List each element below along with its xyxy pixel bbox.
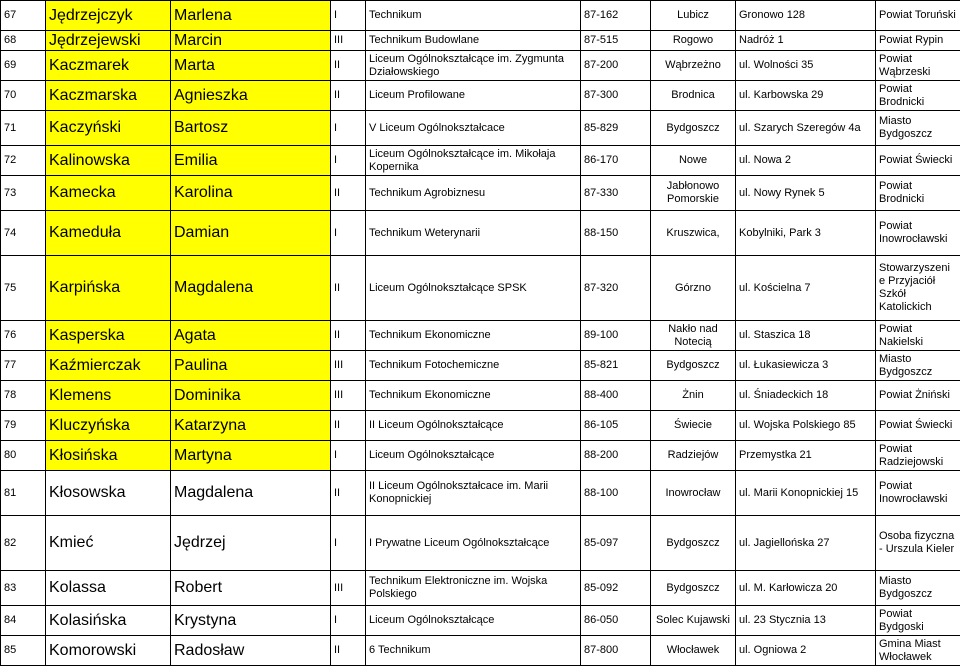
row-number: 70: [1, 81, 46, 111]
postal-code-cell: 87-300: [581, 81, 651, 111]
governing-body-cell: Powiat Toruński: [876, 1, 960, 31]
first-name-cell: Marlena: [171, 1, 331, 31]
postal-code-cell: 85-097: [581, 516, 651, 571]
first-name-cell: Martyna: [171, 441, 331, 471]
governing-body-cell: Powiat Rypin: [876, 31, 960, 51]
city-cell: Radziejów: [651, 441, 736, 471]
governing-body-cell: Powiat Świecki: [876, 146, 960, 176]
table-row: [1, 211, 960, 256]
surname-cell: Kaźmierczak: [46, 351, 171, 381]
postal-code-cell: 88-400: [581, 381, 651, 411]
row-number: 72: [1, 146, 46, 176]
class-cell: I: [331, 146, 366, 176]
postal-code-cell: 87-162: [581, 1, 651, 31]
governing-body-cell: Powiat Brodnicki: [876, 81, 960, 111]
school-cell: Liceum Ogólnokształcące im. Zygmunta Działowskiego: [366, 51, 581, 81]
first-name-cell: Karolina: [171, 176, 331, 211]
city-cell: Lubicz: [651, 1, 736, 31]
school-cell: I Prywatne Liceum Ogólnokształcące: [366, 516, 581, 571]
row-number: 85: [1, 636, 46, 666]
surname-cell: Kasperska: [46, 321, 171, 351]
row-number: 67: [1, 1, 46, 31]
class-cell: I: [331, 211, 366, 256]
street-cell: ul. Jagiellońska 27: [736, 516, 876, 571]
table-body: [1, 1, 960, 666]
street-cell: Gronowo 128: [736, 1, 876, 31]
school-cell: Technikum Budowlane: [366, 31, 581, 51]
table-row: [1, 606, 960, 636]
governing-body-cell: Gmina Miast Włocławek: [876, 636, 960, 666]
school-cell: Technikum Fotochemiczne: [366, 351, 581, 381]
street-cell: ul. Ogniowa 2: [736, 636, 876, 666]
first-name-cell: Emilia: [171, 146, 331, 176]
city-cell: Rogowo: [651, 31, 736, 51]
class-cell: I: [331, 606, 366, 636]
school-cell: Technikum Ekonomiczne: [366, 321, 581, 351]
school-cell: II Liceum Ogólnokształcące: [366, 411, 581, 441]
table-row: [1, 411, 960, 441]
row-number: 79: [1, 411, 46, 441]
row-number: 74: [1, 211, 46, 256]
table-row: [1, 351, 960, 381]
governing-body-cell: Miasto Bydgoszcz: [876, 351, 960, 381]
city-cell: Inowrocław: [651, 471, 736, 516]
row-number: 69: [1, 51, 46, 81]
class-cell: II: [331, 176, 366, 211]
postal-code-cell: 85-092: [581, 571, 651, 606]
row-number: 84: [1, 606, 46, 636]
row-number: 82: [1, 516, 46, 571]
row-number: 78: [1, 381, 46, 411]
street-cell: ul. Kościelna 7: [736, 256, 876, 321]
postal-code-cell: 86-170: [581, 146, 651, 176]
governing-body-cell: Powiat Świecki: [876, 411, 960, 441]
postal-code-cell: 86-105: [581, 411, 651, 441]
school-cell: 6 Technikum: [366, 636, 581, 666]
city-cell: Wąbrzeżno: [651, 51, 736, 81]
table-row: [1, 441, 960, 471]
street-cell: ul. Nowa 2: [736, 146, 876, 176]
school-cell: Liceum Ogólnokształcące: [366, 606, 581, 636]
table-row: [1, 516, 960, 571]
postal-code-cell: 89-100: [581, 321, 651, 351]
row-number: 80: [1, 441, 46, 471]
school-cell: V Liceum Ogólnokształcace: [366, 111, 581, 146]
row-number: 77: [1, 351, 46, 381]
class-cell: III: [331, 381, 366, 411]
postal-code-cell: 87-330: [581, 176, 651, 211]
city-cell: Bydgoszcz: [651, 571, 736, 606]
first-name-cell: Agata: [171, 321, 331, 351]
street-cell: ul. Karbowska 29: [736, 81, 876, 111]
street-cell: ul. Wojska Polskiego 85: [736, 411, 876, 441]
postal-code-cell: 87-200: [581, 51, 651, 81]
street-cell: ul. 23 Stycznia 13: [736, 606, 876, 636]
first-name-cell: Dominika: [171, 381, 331, 411]
surname-cell: Karpińska: [46, 256, 171, 321]
street-cell: ul. Marii Konopnickiej 15: [736, 471, 876, 516]
class-cell: III: [331, 351, 366, 381]
surname-cell: Kolasińska: [46, 606, 171, 636]
street-cell: ul. Szarych Szeregów 4a: [736, 111, 876, 146]
governing-body-cell: Miasto Bydgoszcz: [876, 111, 960, 146]
postal-code-cell: 88-150: [581, 211, 651, 256]
street-cell: ul. M. Karłowicza 20: [736, 571, 876, 606]
first-name-cell: Jędrzej: [171, 516, 331, 571]
row-number: 68: [1, 31, 46, 51]
city-cell: Bydgoszcz: [651, 516, 736, 571]
street-cell: ul. Wolności 35: [736, 51, 876, 81]
city-cell: Solec Kujawski: [651, 606, 736, 636]
table-row: [1, 471, 960, 516]
class-cell: II: [331, 256, 366, 321]
postal-code-cell: 86-050: [581, 606, 651, 636]
governing-body-cell: Stowarzyszeni e Przyjaciół Szkół Katolickich: [876, 256, 960, 321]
postal-code-cell: 88-200: [581, 441, 651, 471]
surname-cell: Klemens: [46, 381, 171, 411]
governing-body-cell: Powiat Wąbrzeski: [876, 51, 960, 81]
class-cell: II: [331, 636, 366, 666]
table-row: [1, 111, 960, 146]
governing-body-cell: Powiat Żniński: [876, 381, 960, 411]
street-cell: ul. Staszica 18: [736, 321, 876, 351]
first-name-cell: Paulina: [171, 351, 331, 381]
class-cell: III: [331, 571, 366, 606]
governing-body-cell: Powiat Inowrocławski: [876, 211, 960, 256]
first-name-cell: Bartosz: [171, 111, 331, 146]
surname-cell: Kalinowska: [46, 146, 171, 176]
first-name-cell: Katarzyna: [171, 411, 331, 441]
city-cell: Nakło nad Notecią: [651, 321, 736, 351]
class-cell: I: [331, 111, 366, 146]
street-cell: ul. Łukasiewicza 3: [736, 351, 876, 381]
city-cell: Górzno: [651, 256, 736, 321]
postal-code-cell: 87-800: [581, 636, 651, 666]
city-cell: Bydgoszcz: [651, 351, 736, 381]
row-number: 71: [1, 111, 46, 146]
city-cell: Bydgoszcz: [651, 111, 736, 146]
class-cell: I: [331, 516, 366, 571]
table-row: [1, 51, 960, 81]
postal-code-cell: 85-829: [581, 111, 651, 146]
school-cell: Technikum Agrobiznesu: [366, 176, 581, 211]
first-name-cell: Robert: [171, 571, 331, 606]
class-cell: II: [331, 81, 366, 111]
postal-code-cell: 87-320: [581, 256, 651, 321]
surname-cell: Kłosowska: [46, 471, 171, 516]
governing-body-cell: Powiat Bydgoski: [876, 606, 960, 636]
first-name-cell: Damian: [171, 211, 331, 256]
surname-cell: Jędrzejewski: [46, 31, 171, 51]
school-cell: Liceum Ogólnokształcące SPSK: [366, 256, 581, 321]
postal-code-cell: 85-821: [581, 351, 651, 381]
governing-body-cell: Powiat Radziejowski: [876, 441, 960, 471]
surname-cell: Kaczmarek: [46, 51, 171, 81]
table-row: [1, 31, 960, 51]
first-name-cell: Marcin: [171, 31, 331, 51]
city-cell: Kruszwica,: [651, 211, 736, 256]
surname-cell: Kluczyńska: [46, 411, 171, 441]
city-cell: Nowe: [651, 146, 736, 176]
school-cell: Technikum: [366, 1, 581, 31]
school-cell: II Liceum Ogólnokształcace im. Marii Konopnickiej: [366, 471, 581, 516]
city-cell: Włocławek: [651, 636, 736, 666]
postal-code-cell: 88-100: [581, 471, 651, 516]
postal-code-cell: 87-515: [581, 31, 651, 51]
first-name-cell: Radosław: [171, 636, 331, 666]
first-name-cell: Magdalena: [171, 471, 331, 516]
surname-cell: Kamecka: [46, 176, 171, 211]
table-row: [1, 571, 960, 606]
table-row: [1, 1, 960, 31]
table-row: [1, 321, 960, 351]
surname-cell: Kmieć: [46, 516, 171, 571]
table-row: [1, 256, 960, 321]
school-cell: Liceum Ogólnokształcące: [366, 441, 581, 471]
first-name-cell: Marta: [171, 51, 331, 81]
city-cell: Żnin: [651, 381, 736, 411]
governing-body-cell: Powiat Inowrocławski: [876, 471, 960, 516]
city-cell: Brodnica: [651, 81, 736, 111]
street-cell: ul. Nowy Rynek 5: [736, 176, 876, 211]
row-number: 83: [1, 571, 46, 606]
table-row: [1, 381, 960, 411]
class-cell: II: [331, 51, 366, 81]
governing-body-cell: Powiat Nakielski: [876, 321, 960, 351]
class-cell: I: [331, 441, 366, 471]
table-row: [1, 176, 960, 211]
street-cell: Przemystka 21: [736, 441, 876, 471]
street-cell: Nadróż 1: [736, 31, 876, 51]
school-cell: Technikum Elektroniczne im. Wojska Polskiego: [366, 571, 581, 606]
surname-cell: Kameduła: [46, 211, 171, 256]
school-cell: Technikum Ekonomiczne: [366, 381, 581, 411]
table-row: [1, 81, 960, 111]
class-cell: II: [331, 471, 366, 516]
row-number: 76: [1, 321, 46, 351]
governing-body-cell: Powiat Brodnicki: [876, 176, 960, 211]
school-cell: Liceum Profilowane: [366, 81, 581, 111]
class-cell: III: [331, 31, 366, 51]
school-cell: Liceum Ogólnokształcące im. Mikołaja Kopernika: [366, 146, 581, 176]
first-name-cell: Magdalena: [171, 256, 331, 321]
row-number: 81: [1, 471, 46, 516]
governing-body-cell: Osoba fizyczna - Urszula Kieler: [876, 516, 960, 571]
row-number: 75: [1, 256, 46, 321]
class-cell: II: [331, 411, 366, 441]
class-cell: II: [331, 321, 366, 351]
governing-body-cell: Miasto Bydgoszcz: [876, 571, 960, 606]
surname-cell: Kaczyński: [46, 111, 171, 146]
surname-cell: Kaczmarska: [46, 81, 171, 111]
row-number: 73: [1, 176, 46, 211]
first-name-cell: Krystyna: [171, 606, 331, 636]
street-cell: ul. Śniadeckich 18: [736, 381, 876, 411]
city-cell: Świecie: [651, 411, 736, 441]
first-name-cell: Agnieszka: [171, 81, 331, 111]
street-cell: Kobylniki, Park 3: [736, 211, 876, 256]
class-cell: I: [331, 1, 366, 31]
surname-cell: Kłosińska: [46, 441, 171, 471]
surname-cell: Komorowski: [46, 636, 171, 666]
table-row: [1, 146, 960, 176]
surname-cell: Kolassa: [46, 571, 171, 606]
city-cell: Jabłonowo Pomorskie: [651, 176, 736, 211]
school-cell: Technikum Weterynarii: [366, 211, 581, 256]
surname-cell: Jędrzejczyk: [46, 1, 171, 31]
